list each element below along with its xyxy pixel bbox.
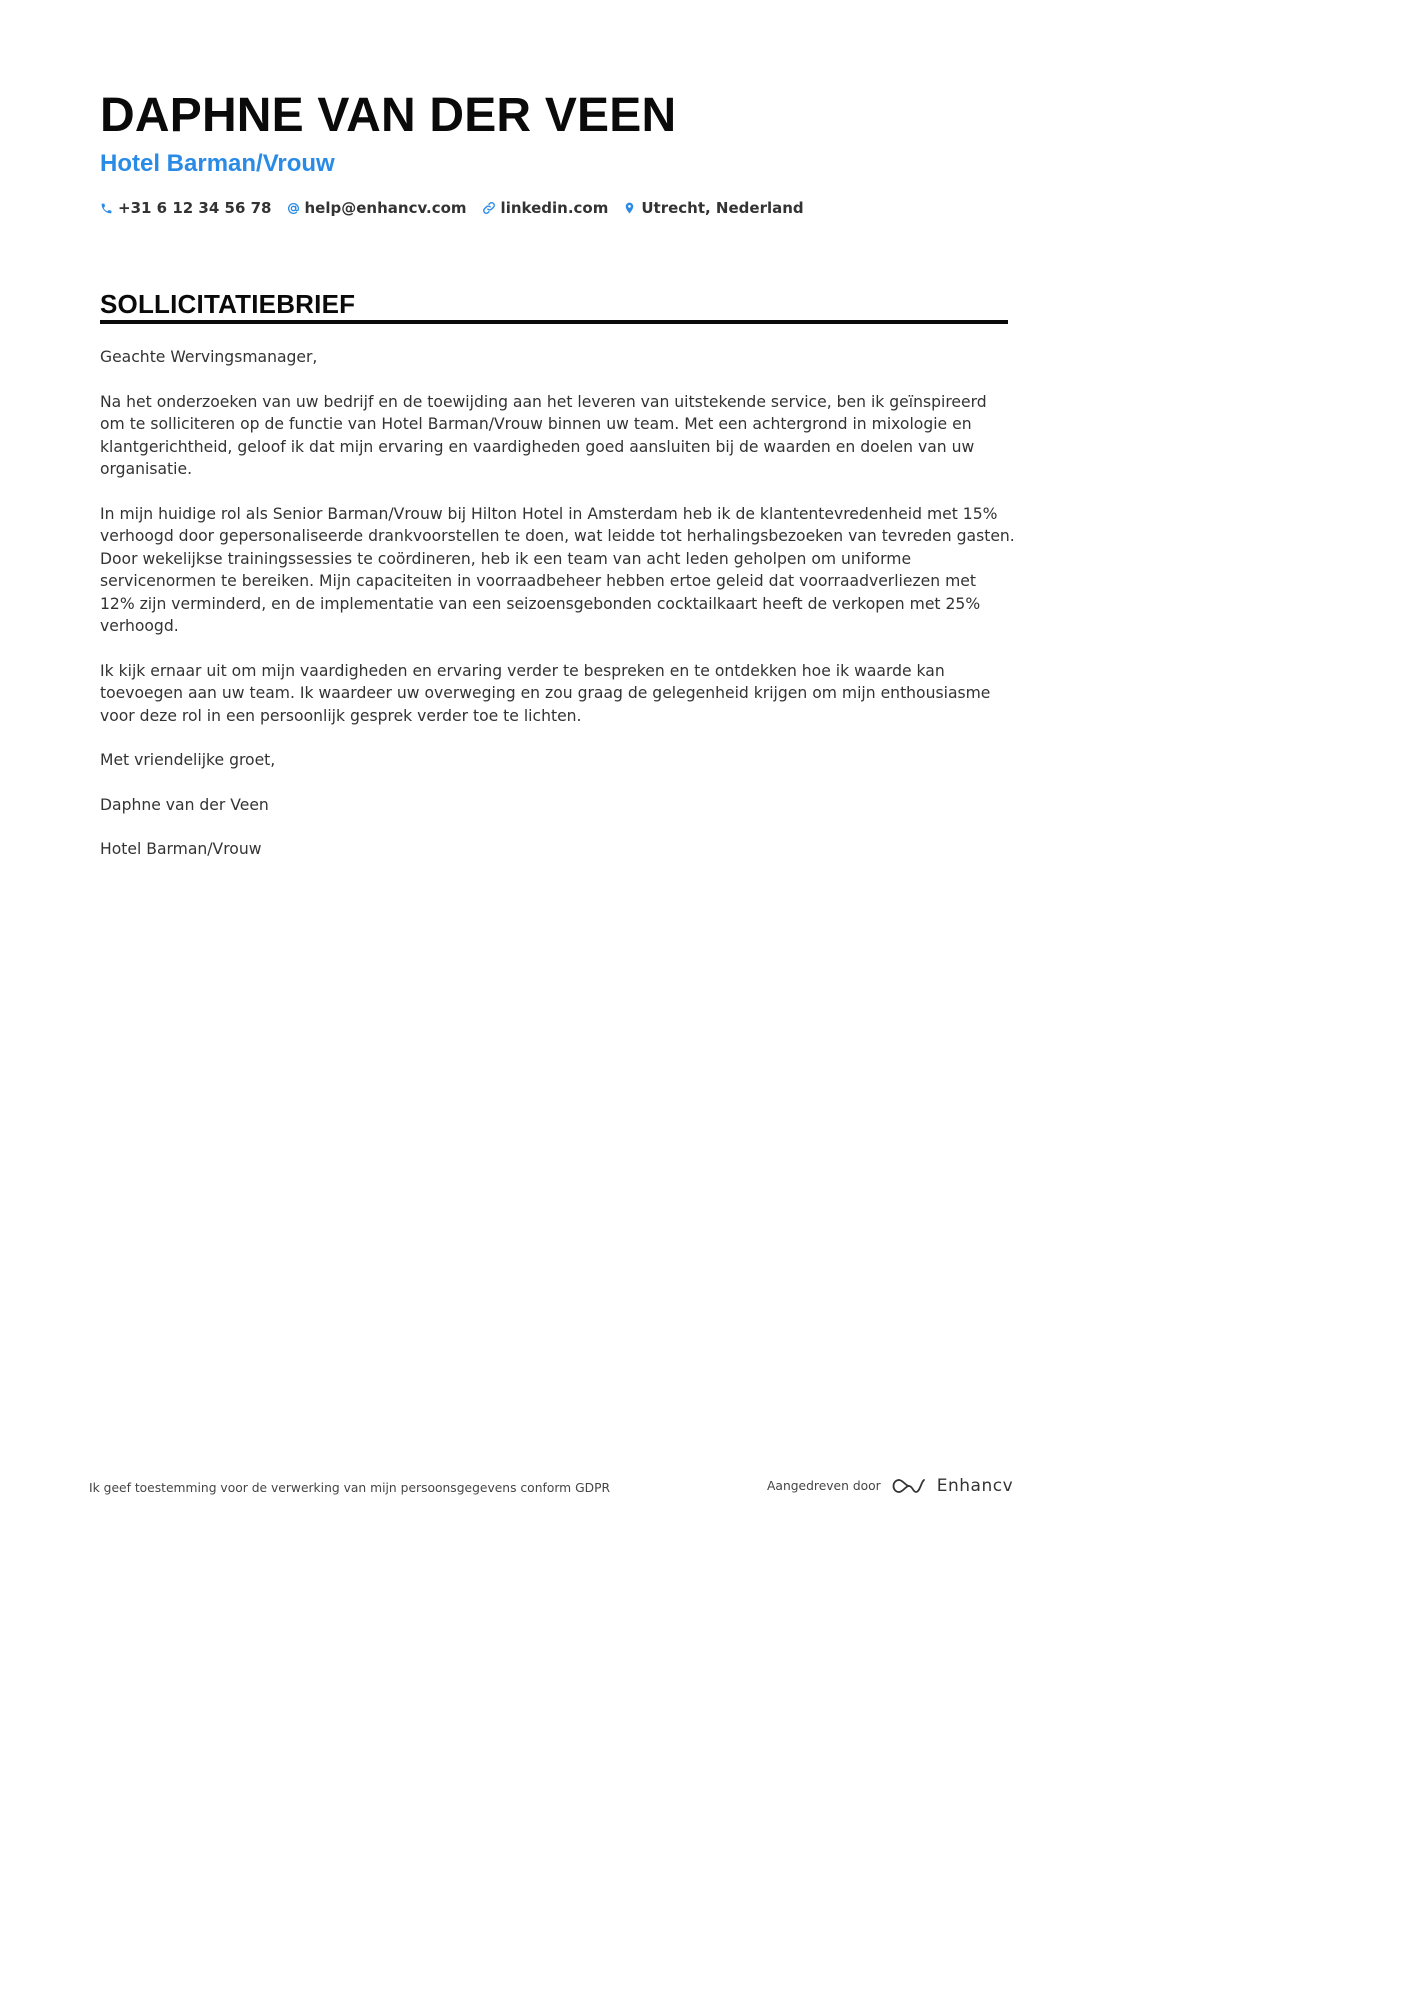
section-divider [100,320,1008,324]
at-icon [287,202,300,215]
powered-by-label: Aangedreven door [767,1479,881,1493]
linkedin-text: linkedin.com [500,199,609,217]
link-icon [482,201,496,215]
closing: Met vriendelijke groet, [100,751,276,769]
section-title: SOLLICITATIEBRIEF [100,289,356,319]
enhancv-logo-icon [890,1476,928,1496]
job-title: Hotel Barman/Vrouw [100,150,335,177]
contact-linkedin[interactable] [482,199,609,217]
candidate-name: DAPHNE VAN DER VEEN [100,89,677,142]
brand-name: Enhancv [936,1476,1014,1496]
salutation: Geachte Wervingsmanager, [100,348,318,366]
signature-name: Daphne van der Veen [100,795,269,814]
phone-icon [100,202,113,215]
contact-email[interactable] [287,199,467,217]
letter-paragraph: Ik kijk ernaar uit om mijn vaardigheden en ervaring verder te bespreken en te ontdekken hoe ik waarde kan toevoegen aan uw team. Ik waardeer uw overweging en zou graag de gelegenheid krijgen om mijn enthousiasme voor deze rol in een persoonlijk gesprek verder toe te lichten. [100,661,991,725]
gdpr-consent: Ik geef toestemming voor de verwerking van mijn persoonsgegevens conform GDPR [89,1481,611,1495]
location-text: Utrecht, Nederland [641,199,804,217]
email-text: help@enhancv.com [304,199,467,217]
letter-paragraph: Na het onderzoeken van uw bedrijf en de toewijding aan het leveren van uitstekende service, ben ik geïnspireerd om te solliciteren op de functie van Hotel Barman/Vrouw binnen uw team. Met een achtergrond in mixologie en klantgerichtheid, geloof ik dat mijn ervaring en vaardigheden goed aansluiten bij de waarden en doelen van uw organisatie. [100,392,987,478]
contact-location [623,199,803,217]
phone-text: +31 6 12 34 56 78 [118,199,272,217]
contact-phone[interactable] [100,199,272,217]
location-pin-icon [623,201,636,215]
signature-role: Hotel Barman/Vrouw [100,840,262,858]
contact-bar [100,199,804,217]
letter-paragraph: In mijn huidige rol als Senior Barman/Vrouw bij Hilton Hotel in Amsterdam heb ik de klantentevredenheid met 15% verhoogd door gepersonaliseerde drankvoorstellen te doen, wat leidde tot herhalingsbezoeken van tevreden gasten. Door wekelijkse trainingssessies te coördineren, heb ik een team van acht leden geholpen om uniforme servicenormen te bereiken. Mijn capaciteiten in voorraadbeheer hebben ertoe geleid dat voorraadverliezen met 12% zijn verminderd, en de implementatie van een seizoensgebonden cocktailkaart heeft de verkopen met 25% verhoogd. [100,504,1015,635]
powered-by[interactable] [767,1476,1013,1496]
letter-body [100,346,1015,883]
